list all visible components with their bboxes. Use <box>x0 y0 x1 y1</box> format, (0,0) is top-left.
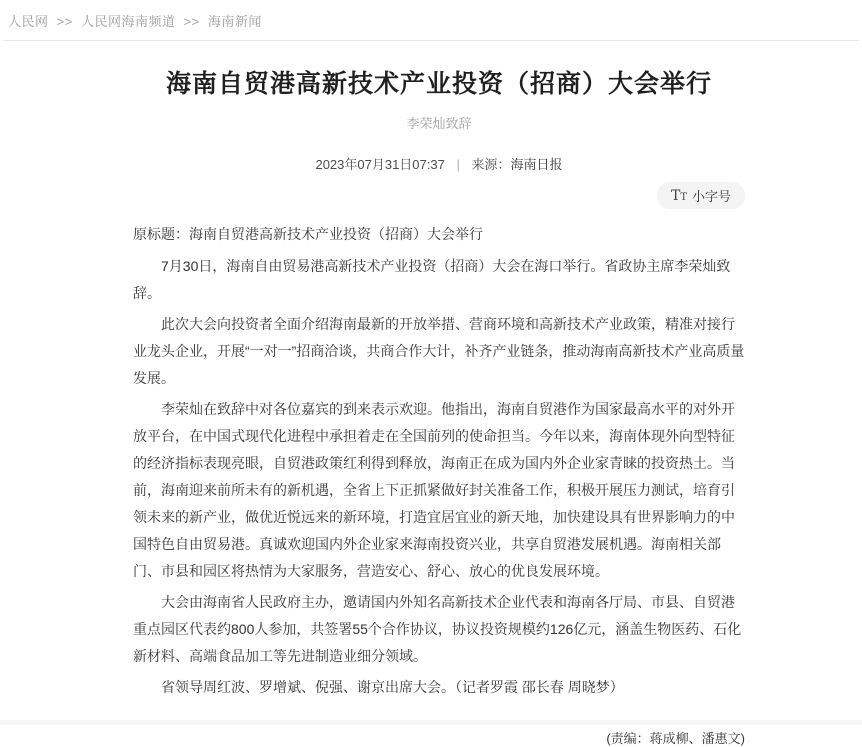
editors-note: (责编：蒋成柳、潘惠文) <box>606 731 745 746</box>
font-size-button[interactable] <box>657 182 745 209</box>
breadcrumb-link-hainan-channel[interactable]: 人民网海南频道 <box>80 14 176 29</box>
article-paragraph: 李荣灿在致辞中对各位嘉宾的到来表示欢迎。他指出，海南自贸港作为国家最高水平的对外开放平台，在中国式现代化进程中承担着走在全国前列的使命担当。今年以来，海南体现外向型特征的经济指标表现亮眼，自贸港政策红利得到释放，海南正在成为国内外企业家青睐的投资热土。当前，海南迎来前所未有的新机遇，全省上下正抓紧做好封关准备工作，积极开展压力测试，培育引领未来的新产业，做优近悦远来的新环境，打造宜居宜业的新天地，加快建设具有世界影响力的中国特色自由贸易港。真诚欢迎国内外企业家来海南投资兴业，共享自贸港发展机遇。海南相关部门、市县和园区将热情为大家服务，营造安心、舒心、放心的优良发展环境。 <box>133 401 735 579</box>
font-size-icon: TT <box>670 187 687 204</box>
article-paragraph: 此次大会向投资者全面介绍海南最新的开放举措、营商环境和高新技术产业政策，精准对接行业龙头企业，开展“一对一”招商洽谈，共商合作大计，补齐产业链条，推动海南高新技术产业高质量发展。 <box>133 316 745 386</box>
page-bottom-edge <box>0 720 862 725</box>
publish-date: 2023年07月31日07:37 <box>315 157 445 172</box>
breadcrumb-link-peoples-daily[interactable]: 人民网 <box>8 14 49 29</box>
font-size-button-label: 小字号 <box>691 189 731 204</box>
article-title: 海南自贸港高新技术产业投资（招商）大会举行 <box>165 70 712 98</box>
source-label: 来源： <box>471 157 511 172</box>
source-link[interactable]: 海南日报 <box>510 157 563 172</box>
breadcrumb <box>0 0 862 40</box>
article-paragraph: 省领导周红波、罗增斌、倪强、谢京出席大会。（记者罗霞 邵长春 周晓梦） <box>161 679 624 695</box>
breadcrumb-link-hainan-news[interactable]: 海南新闻 <box>207 14 262 29</box>
article-toolbar <box>133 182 745 209</box>
article-meta <box>133 154 745 173</box>
article-paragraph: 大会由海南省人民政府主办，邀请国内外知名高新技术企业代表和海南各厅局、市县、自贸港重点园区代表约800人参加，共签署55个合作协议，协议投资规模约126亿元，涵盖生物医药、石化新材料、高端食品加工等先进制造业细分领域。 <box>133 594 742 664</box>
header-divider <box>3 40 859 41</box>
breadcrumb-separator: >> <box>56 14 73 29</box>
article-subtitle: 李荣灿致辞 <box>406 116 472 131</box>
original-title: 原标题：海南自贸港高新技术产业投资（招商）大会举行 <box>133 226 483 242</box>
article-paragraph: 7月30日，海南自由贸易港高新技术产业投资（招商）大会在海口举行。省政协主席李荣灿致辞。 <box>133 258 731 301</box>
breadcrumb-separator: >> <box>183 14 200 29</box>
article-body <box>133 221 745 747</box>
meta-separator: | <box>456 157 460 172</box>
article-container <box>133 67 745 747</box>
